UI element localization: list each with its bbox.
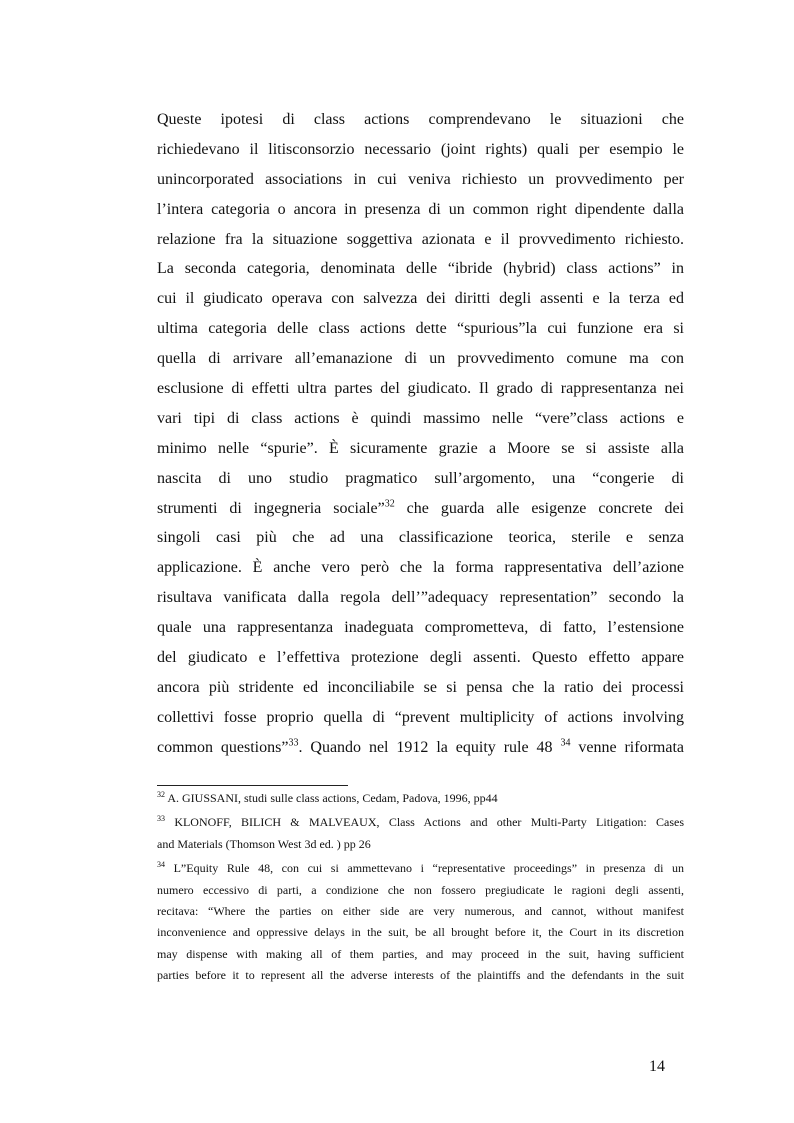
footnotes-section xyxy=(157,788,684,990)
footnote-number: 34 xyxy=(157,860,165,870)
body-line: relazione fra la situazione soggettiva azionata e il provvedimento richiesto. xyxy=(157,230,684,248)
body-line: l’intera categoria o ancora in presenza di un common right dipendente dalla xyxy=(157,200,684,218)
body-line-text: strumenti di ingegneria sociale” xyxy=(157,499,385,517)
body-line-text: . Quando nel 1912 la equity rule 48 xyxy=(298,738,561,756)
body-line: esclusione di effetti ultra partes del giudicato. Il grado di rappresentanza nei xyxy=(157,380,684,398)
body-line: minimo nelle “spurie”. È sicuramente grazie a Moore se si assiste alla xyxy=(157,439,684,457)
body-line: quella di arrivare all’emanazione di un provvedimento comune ma con xyxy=(157,350,684,368)
body-line: La seconda categoria, denominata delle “ibride (hybrid) class actions” in xyxy=(157,260,684,278)
footnote-line: parties before it to represent all the adverse interests of the plaintiffs and the defendants in the suit xyxy=(157,968,684,983)
footnote-line xyxy=(157,788,684,809)
footnote-34 xyxy=(157,858,684,986)
body-line-text: common questions” xyxy=(157,738,289,756)
body-paragraph xyxy=(157,105,684,763)
body-line: del giudicato e l’effettiva protezione degli assenti. Questo effetto appare xyxy=(157,649,684,667)
footnote-separator xyxy=(157,785,348,786)
body-line: risultava vanificata dalla regola dell’”adequacy representation” secondo la xyxy=(157,589,684,607)
footnote-line: may dispense with making all of them parties, and may proceed in the suit, having sufficient xyxy=(157,946,684,961)
body-line: ultima categoria delle class actions dette “spurious”la cui funzione era si xyxy=(157,320,684,338)
page-number: 14 xyxy=(649,1058,665,1075)
footnote-line: numero eccessivo di parti, a condizione che non fossero pregiudicate le ragioni degli assenti, xyxy=(157,882,684,897)
footnote-ref-34[interactable]: 34 xyxy=(560,737,571,749)
body-line-text: che guarda alle esigenze concrete dei xyxy=(394,499,684,517)
footnote-line: inconvenience and oppressive delays in the suit, be all brought before it, the Court in its discretion xyxy=(157,925,684,940)
body-line: Queste ipotesi di class actions comprendevano le situazioni che xyxy=(157,111,684,128)
footnote-line: and Materials (Thomson West 3d ed. ) pp 26 xyxy=(157,836,371,851)
body-line: vari tipi di class actions è quindi massimo nelle “vere”class actions e xyxy=(157,409,684,427)
body-line: unincorporated associations in cui veniva richiesto un provvedimento per xyxy=(157,170,684,188)
body-line: singoli casi più che ad una classificazione teorica, sterile e senza xyxy=(157,529,684,547)
body-line: richiedevano il litisconsorzio necessario (joint rights) quali per esempio le xyxy=(157,140,684,158)
body-line xyxy=(157,494,684,524)
footnote-ref-33[interactable]: 33 xyxy=(288,737,299,749)
footnote-text: A. GIUSSANI, studi sulle class actions, Cedam, Padova, 1996, pp44 xyxy=(167,791,498,805)
body-line: ancora più stridente ed inconciliabile se si pensa che la ratio dei processi xyxy=(157,678,684,696)
body-line: nascita di uno studio pragmatico sull’argomento, una “congerie di xyxy=(157,469,684,487)
body-line: quale una rappresentanza inadeguata comprometteva, di fatto, l’estensione xyxy=(157,619,684,637)
footnote-33 xyxy=(157,812,684,855)
footnote-text: L”Equity Rule 48, con cui si ammettevano i “representative proceedings” in presenza di un xyxy=(173,861,685,876)
footnote-line: recitava: “Where the parties on either side are very numerous, and cannot, without manifest xyxy=(157,903,684,918)
body-line xyxy=(157,733,684,763)
body-line-text: venne riformata xyxy=(570,738,684,756)
body-line: cui il giudicato operava con salvezza dei diritti degli assenti e la terza ed xyxy=(157,290,684,308)
footnote-text: KLONOFF, BILICH & MALVEAUX, Class Actions and other Multi-Party Litigation: Cases xyxy=(174,815,685,830)
footnote-number: 33 xyxy=(157,814,165,824)
footnote-number: 32 xyxy=(157,790,165,799)
body-line: collettivi fosse proprio quella di “prevent multiplicity of actions involving xyxy=(157,708,684,726)
footnote-line xyxy=(157,812,684,833)
footnote-32 xyxy=(157,788,684,809)
footnote-ref-32[interactable]: 32 xyxy=(384,498,395,510)
footnote-line xyxy=(157,858,684,879)
body-line: applicazione. È anche vero però che la forma rappresentativa dell’azione xyxy=(157,559,684,577)
